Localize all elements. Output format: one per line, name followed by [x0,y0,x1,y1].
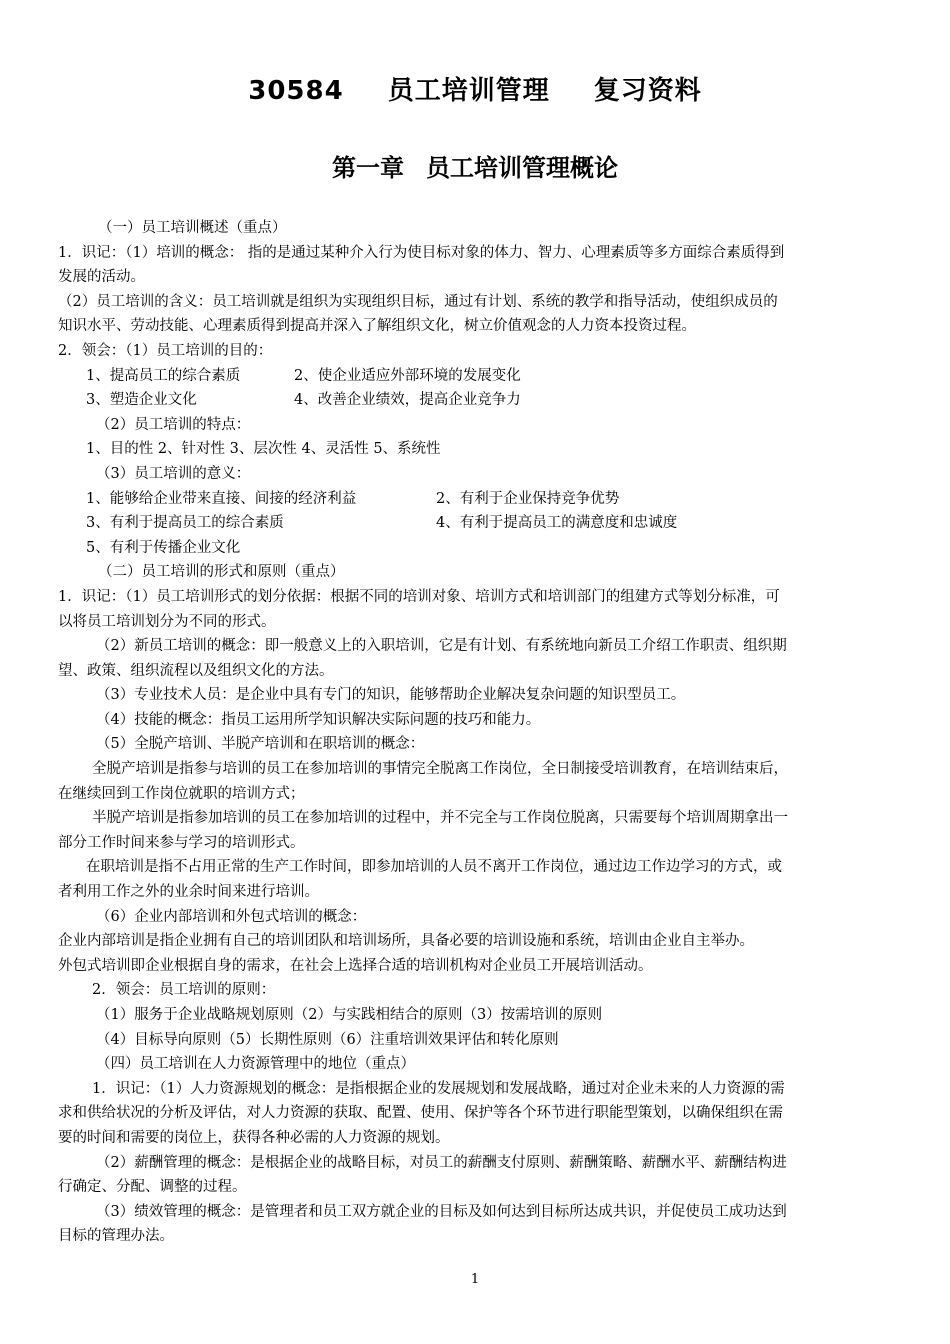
text-line: 1．识记：（1）培训的概念： 指的是通过某种介入行为使目标对象的体力、智力、心理素质等多方面综合素质得到 [58,244,785,261]
text-line: （2）新员工培训的概念：即一般意义上的入职培训，它是有计划、有系统地向新员工介绍工作职责、组织期 [96,638,787,655]
list-item: 3、塑造企业文化 [86,392,197,409]
section-heading: （四）员工培训在人力资源管理中的地位（重点） [96,1056,415,1073]
list-row [58,364,894,389]
text-line: （5）全脱产培训、半脱产培训和在职培训的概念： [96,736,425,753]
list-row [58,511,894,536]
section-heading: （一）员工培训概述（重点） [98,220,287,236]
text-line: （3）绩效管理的概念：是管理者和员工双方就企业的目标及如何达到目标所达成共识，并促使员工成功达到 [96,1203,787,1220]
text-line: 知识水平、劳动技能、心理素质得到提高并深入了解组织文化，树立价值观念的人力资本投资过程。 [58,318,696,335]
list-item: 1、能够给企业带来直接、间接的经济利益 [86,490,357,507]
list-item: 1、目的性 2、针对性 3、层次性 4、灵活性 5、系统性 [86,441,441,458]
list-item: 4、改善企业绩效，提高企业竞争力 [294,392,521,409]
text-line: （2）员工培训的含义：员工培训就是组织为实现组织目标，通过有计划、系统的教学和指导活动，使组织成员的 [58,293,778,310]
text-line: 半脱产培训是指参加培训的员工在参加培训的过程中，并不完全与工作岗位脱离，只需要每个培训周期拿出一 [92,810,788,827]
text-line: 目标的管理办法。 [58,1228,174,1245]
subheading: （2）员工培训的特点： [96,416,251,433]
list-item: 4、有利于提高员工的满意度和忠诚度 [436,515,678,532]
text-line: 以将员工培训划分为不同的形式。 [58,613,276,630]
document-subtitle: 复习资料 [593,76,702,106]
text-line: 全脱产培训是指参与培训的员工在参加培训的事情完全脱离工作岗位，全日制接受培训教育，在培训结束后， [92,761,788,778]
text-line: 者利用工作之外的业余时间来进行培训。 [58,884,319,901]
text-line: （6）企业内部培训和外包式培训的概念： [96,908,367,925]
document-body [58,216,894,1249]
document-title [0,70,950,107]
text-line: 外包式培训即企业根据自身的需求，在社会上选择合适的培训机构对企业员工开展培训活动。 [58,957,653,974]
page-number: 1 [470,1272,480,1287]
text-line: 企业内部培训是指企业拥有自己的培训团队和培训场所，具备必要的培训设施和系统，培训由企业自主举办。 [58,933,754,950]
subheading: （3）员工培训的意义： [96,465,251,482]
course-name: 员工培训管理 [387,76,550,106]
text-line: 在继续回到工作岗位就职的培训方式； [58,785,305,802]
text-line: （2）薪酬管理的概念：是根据企业的战略目标，对员工的薪酬支付原则、薪酬策略、薪酬水平、薪酬结构进 [96,1154,787,1171]
list-row [58,388,894,413]
text-line: 在职培训是指不占用正常的生产工作时间，即参加培训的人员不离开工作岗位，通过边工作边学习的方式，或 [86,859,782,876]
text-line: （4）技能的概念：指员工运用所学知识解决实际问题的技巧和能力。 [96,711,541,728]
text-line: 2．领会：员工培训的原则： [92,982,276,999]
chapter-number: 第一章 [332,154,404,182]
text-line: 部分工作时间来参与学习的培训形式。 [58,834,305,851]
text-line: 求和供给状况的分析及评估，对人力资源的获取、配置、使用、保护等各个环节进行职能型策划，以确保组织在需 [58,1105,783,1122]
list-item: 2、有利于企业保持竞争优势 [436,490,620,507]
list-item: 2、使企业适应外部环境的发展变化 [294,367,521,384]
text-line: 要的时间和需要的岗位上，获得各种必需的人力资源的规划。 [58,1129,450,1146]
list-item: 1、提高员工的综合素质 [86,367,241,384]
list-item: （1）服务于企业战略规划原则（2）与实践相结合的原则（3）按需培训的原则 [96,1007,603,1023]
list-row [58,487,894,512]
text-line: 望、政策、组织流程以及组织文化的方法。 [58,662,334,679]
list-item: 3、有利于提高员工的综合素质 [86,515,284,532]
text-line: 行确定、分配、调整的过程。 [58,1179,247,1196]
course-code: 30584 [248,76,344,106]
chapter-title: 员工培训管理概论 [426,154,618,182]
text-line: 1．识记：（1）人力资源规划的概念：是指根据企业的发展规划和发展战略，通过对企业未来的人力资源的需 [92,1080,785,1097]
text-line: （3）专业技术人员：是企业中具有专门的知识，能够帮助企业解决复杂问题的知识型员工。 [96,687,686,704]
section-heading: （二）员工培训的形式和原则（重点） [98,564,345,581]
list-item: 5、有利于传播企业文化 [86,539,241,556]
chapter-heading [0,148,950,183]
text-line: 发展的活动。 [58,269,145,286]
list-item: （4）目标导向原则（5）长期性原则（6）注重培训效果评估和转化原则 [96,1031,559,1048]
text-line: 1．识记：（1）员工培训形式的划分依据：根据不同的培训对象、培训方式和培训部门的组建方式等划分标准，可 [58,588,780,605]
text-line: 2．领会：（1）员工培训的目的： [58,342,273,359]
